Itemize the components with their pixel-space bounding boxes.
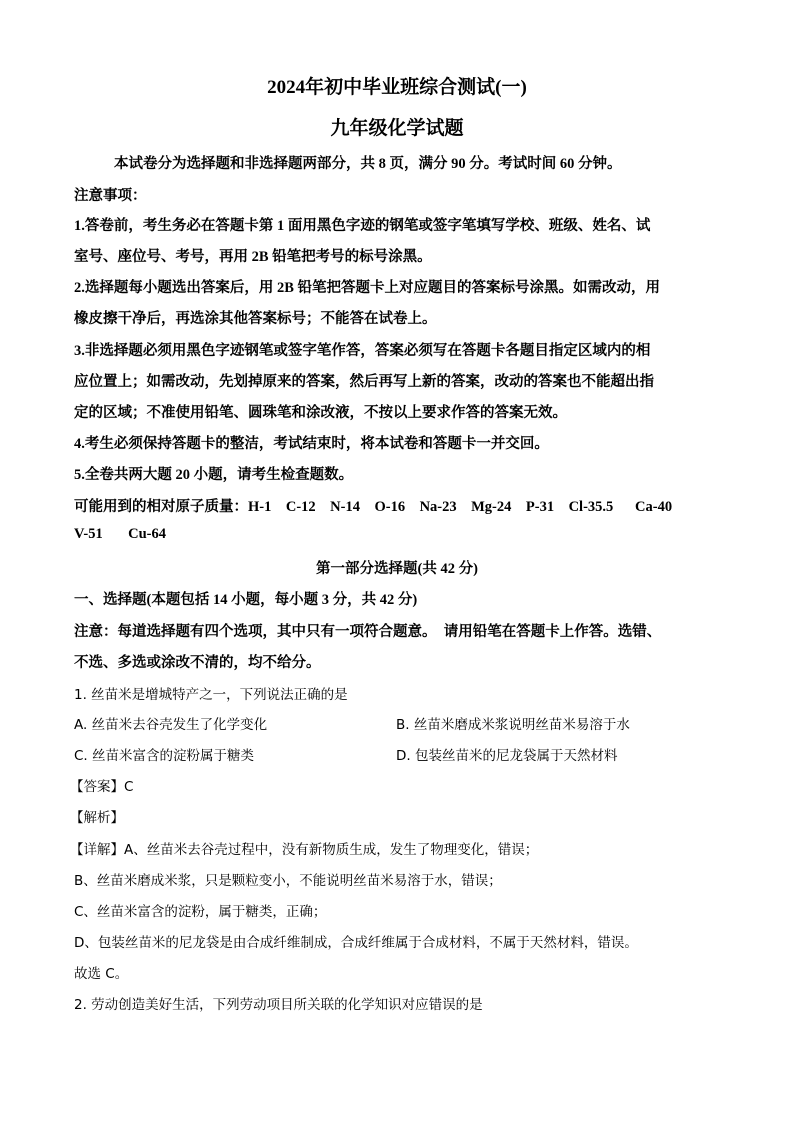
atomic-mass-line-2: V-51 Cu-64	[74, 526, 166, 542]
notice-item-3b: 应位置上；如需改动，先划掉原来的答案，然后再写上新的答案，改动的答案也不能超出指	[74, 374, 654, 390]
conclusion-text: 故选 C。	[74, 966, 129, 982]
notice-item-3c: 定的区域；不准使用铅笔、圆珠笔和涂改液，不按以上要求作答的答案无效。	[74, 405, 567, 421]
detail-text-b: B、丝苗米磨成米浆，只是颗粒变小，不能说明丝苗米易溶于水，错误；	[74, 873, 502, 889]
question-1-option-a: A. 丝苗米去谷壳发生了化学变化	[74, 717, 268, 733]
notice-heading: 注意事项：	[74, 188, 147, 204]
question-2-stem: 2. 劳动创造美好生活，下列劳动项目所关联的化学知识对应错误的是	[74, 997, 483, 1013]
question-1-option-d: D. 包装丝苗米的尼龙袋属于天然材料	[396, 748, 618, 764]
notice-item-5: 5.全卷共两大题 20 小题，请考生检查题数。	[74, 467, 354, 483]
question-1-option-b: B. 丝苗米磨成米浆说明丝苗米易溶于水	[396, 717, 630, 733]
section-note-a: 注意：每道选择题有四个选项，其中只有一项符合题意。 请用铅笔在答题卡上作答。选错、	[74, 624, 662, 640]
detail-tag: 【详解】	[70, 842, 124, 858]
answer-row	[70, 775, 133, 795]
detail-text-c: C、丝苗米富含的淀粉，属于糖类，正确；	[74, 904, 327, 920]
notice-item-2b: 橡皮擦干净后，再选涂其他答案标号；不能答在试卷上。	[74, 311, 437, 327]
detail-row-a	[70, 838, 538, 858]
section-heading: 一、选择题(本题包括 14 小题，每小题 3 分，共 42 分)	[74, 592, 418, 608]
part1-heading: 第一部分选择题(共 42 分)	[316, 561, 478, 577]
notice-item-3a: 3.非选择题必须用黑色字迹钢笔或签字笔作答，答案必须写在答题卡各题目指定区域内的相	[74, 343, 651, 359]
atomic-mass-line-1: 可能用到的相对原子质量：H-1 C-12 N-14 O-16 Na-23 Mg-24 P-31 Cl-35.5 Ca-40	[74, 499, 673, 515]
answer-tag: 【答案】	[70, 779, 124, 795]
notice-item-4: 4.考生必须保持答题卡的整洁，考试结束时，将本试卷和答题卡一并交回。	[74, 436, 549, 452]
question-1-stem: 1. 丝苗米是增城特产之一，下列说法正确的是	[74, 687, 348, 703]
section-note-b: 不选、多选或涂改不清的，均不给分。	[74, 655, 321, 671]
detail-text-d: D、包装丝苗米的尼龙袋是由合成纤维制成，合成纤维属于合成材料，不属于天然材料，错误。	[74, 935, 638, 951]
detail-text-a: A、丝苗米去谷壳过程中，没有新物质生成，发生了物理变化，错误；	[124, 842, 539, 858]
page-title: 2024年初中毕业班综合测试(一)	[267, 77, 527, 98]
notice-item-2a: 2.选择题每小题选出答案后，用 2B 铅笔把答题卡上对应题目的答案标号涂黑。如需改动，用	[74, 280, 661, 296]
page-subtitle: 九年级化学试题	[330, 118, 464, 139]
answer-value: C	[124, 779, 134, 795]
notice-item-1b: 室号、座位号、考号，再用 2B 铅笔把考号的标号涂黑。	[74, 249, 432, 265]
notice-item-1a: 1.答卷前，考生务必在答题卡第 1 面用黑色字迹的钢笔或签字笔填写学校、班级、姓名、试	[74, 218, 651, 234]
analysis-tag: 【解析】	[70, 810, 124, 826]
question-1-option-c: C. 丝苗米富含的淀粉属于糖类	[74, 748, 255, 764]
intro-line: 本试卷分为选择题和非选择题两部分，共 8 页，满分 90 分。考试时间 60 分钟。	[114, 156, 622, 172]
